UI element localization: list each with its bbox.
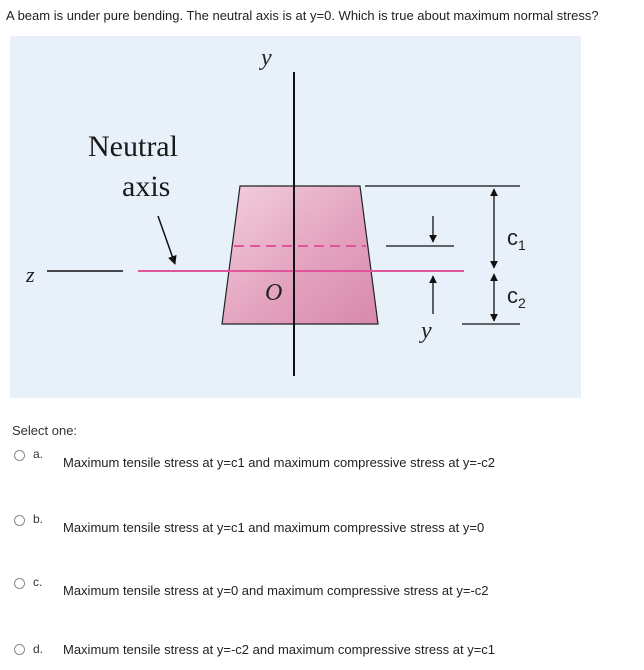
question-text: A beam is under pure bending. The neutral axis is at y=0. Which is true about maximum normal stress? <box>6 8 599 23</box>
select-one-prompt: Select one: <box>12 423 78 438</box>
option-text[interactable]: Maximum tensile stress at y=-c2 and maximum compressive stress at y=c1 <box>63 642 496 657</box>
option-letter: d. <box>33 642 44 656</box>
radio-button-d[interactable] <box>14 644 25 655</box>
radio-button-b[interactable] <box>14 515 25 526</box>
z-axis-label: z <box>26 262 35 287</box>
radio-button-a[interactable] <box>14 450 25 461</box>
option-letter: b. <box>33 512 44 526</box>
option-text[interactable]: Maximum tensile stress at y=c1 and maximum compressive stress at y=0 <box>63 520 485 535</box>
option-letter: c. <box>33 575 43 589</box>
y-axis-label-bottom: y <box>421 318 432 344</box>
option-text[interactable]: Maximum tensile stress at y=c1 and maximum compressive stress at y=-c2 <box>63 455 496 470</box>
axis-label: axis <box>122 170 171 203</box>
radio-button-c[interactable] <box>14 578 25 589</box>
cross-section-shape <box>222 186 378 324</box>
c2-label: $c_2$ <box>507 283 526 311</box>
c1-label: $c_1$ <box>507 225 526 253</box>
beam-cross-section-figure <box>10 36 581 398</box>
option-text[interactable]: Maximum tensile stress at y=0 and maximum compressive stress at y=-c2 <box>63 583 489 598</box>
option-letter: a. <box>33 447 44 461</box>
origin-label: O <box>265 280 283 306</box>
beam-diagram <box>10 36 581 398</box>
neutral-label: Neutral <box>88 130 178 163</box>
y-axis-label-top: y <box>261 45 272 71</box>
